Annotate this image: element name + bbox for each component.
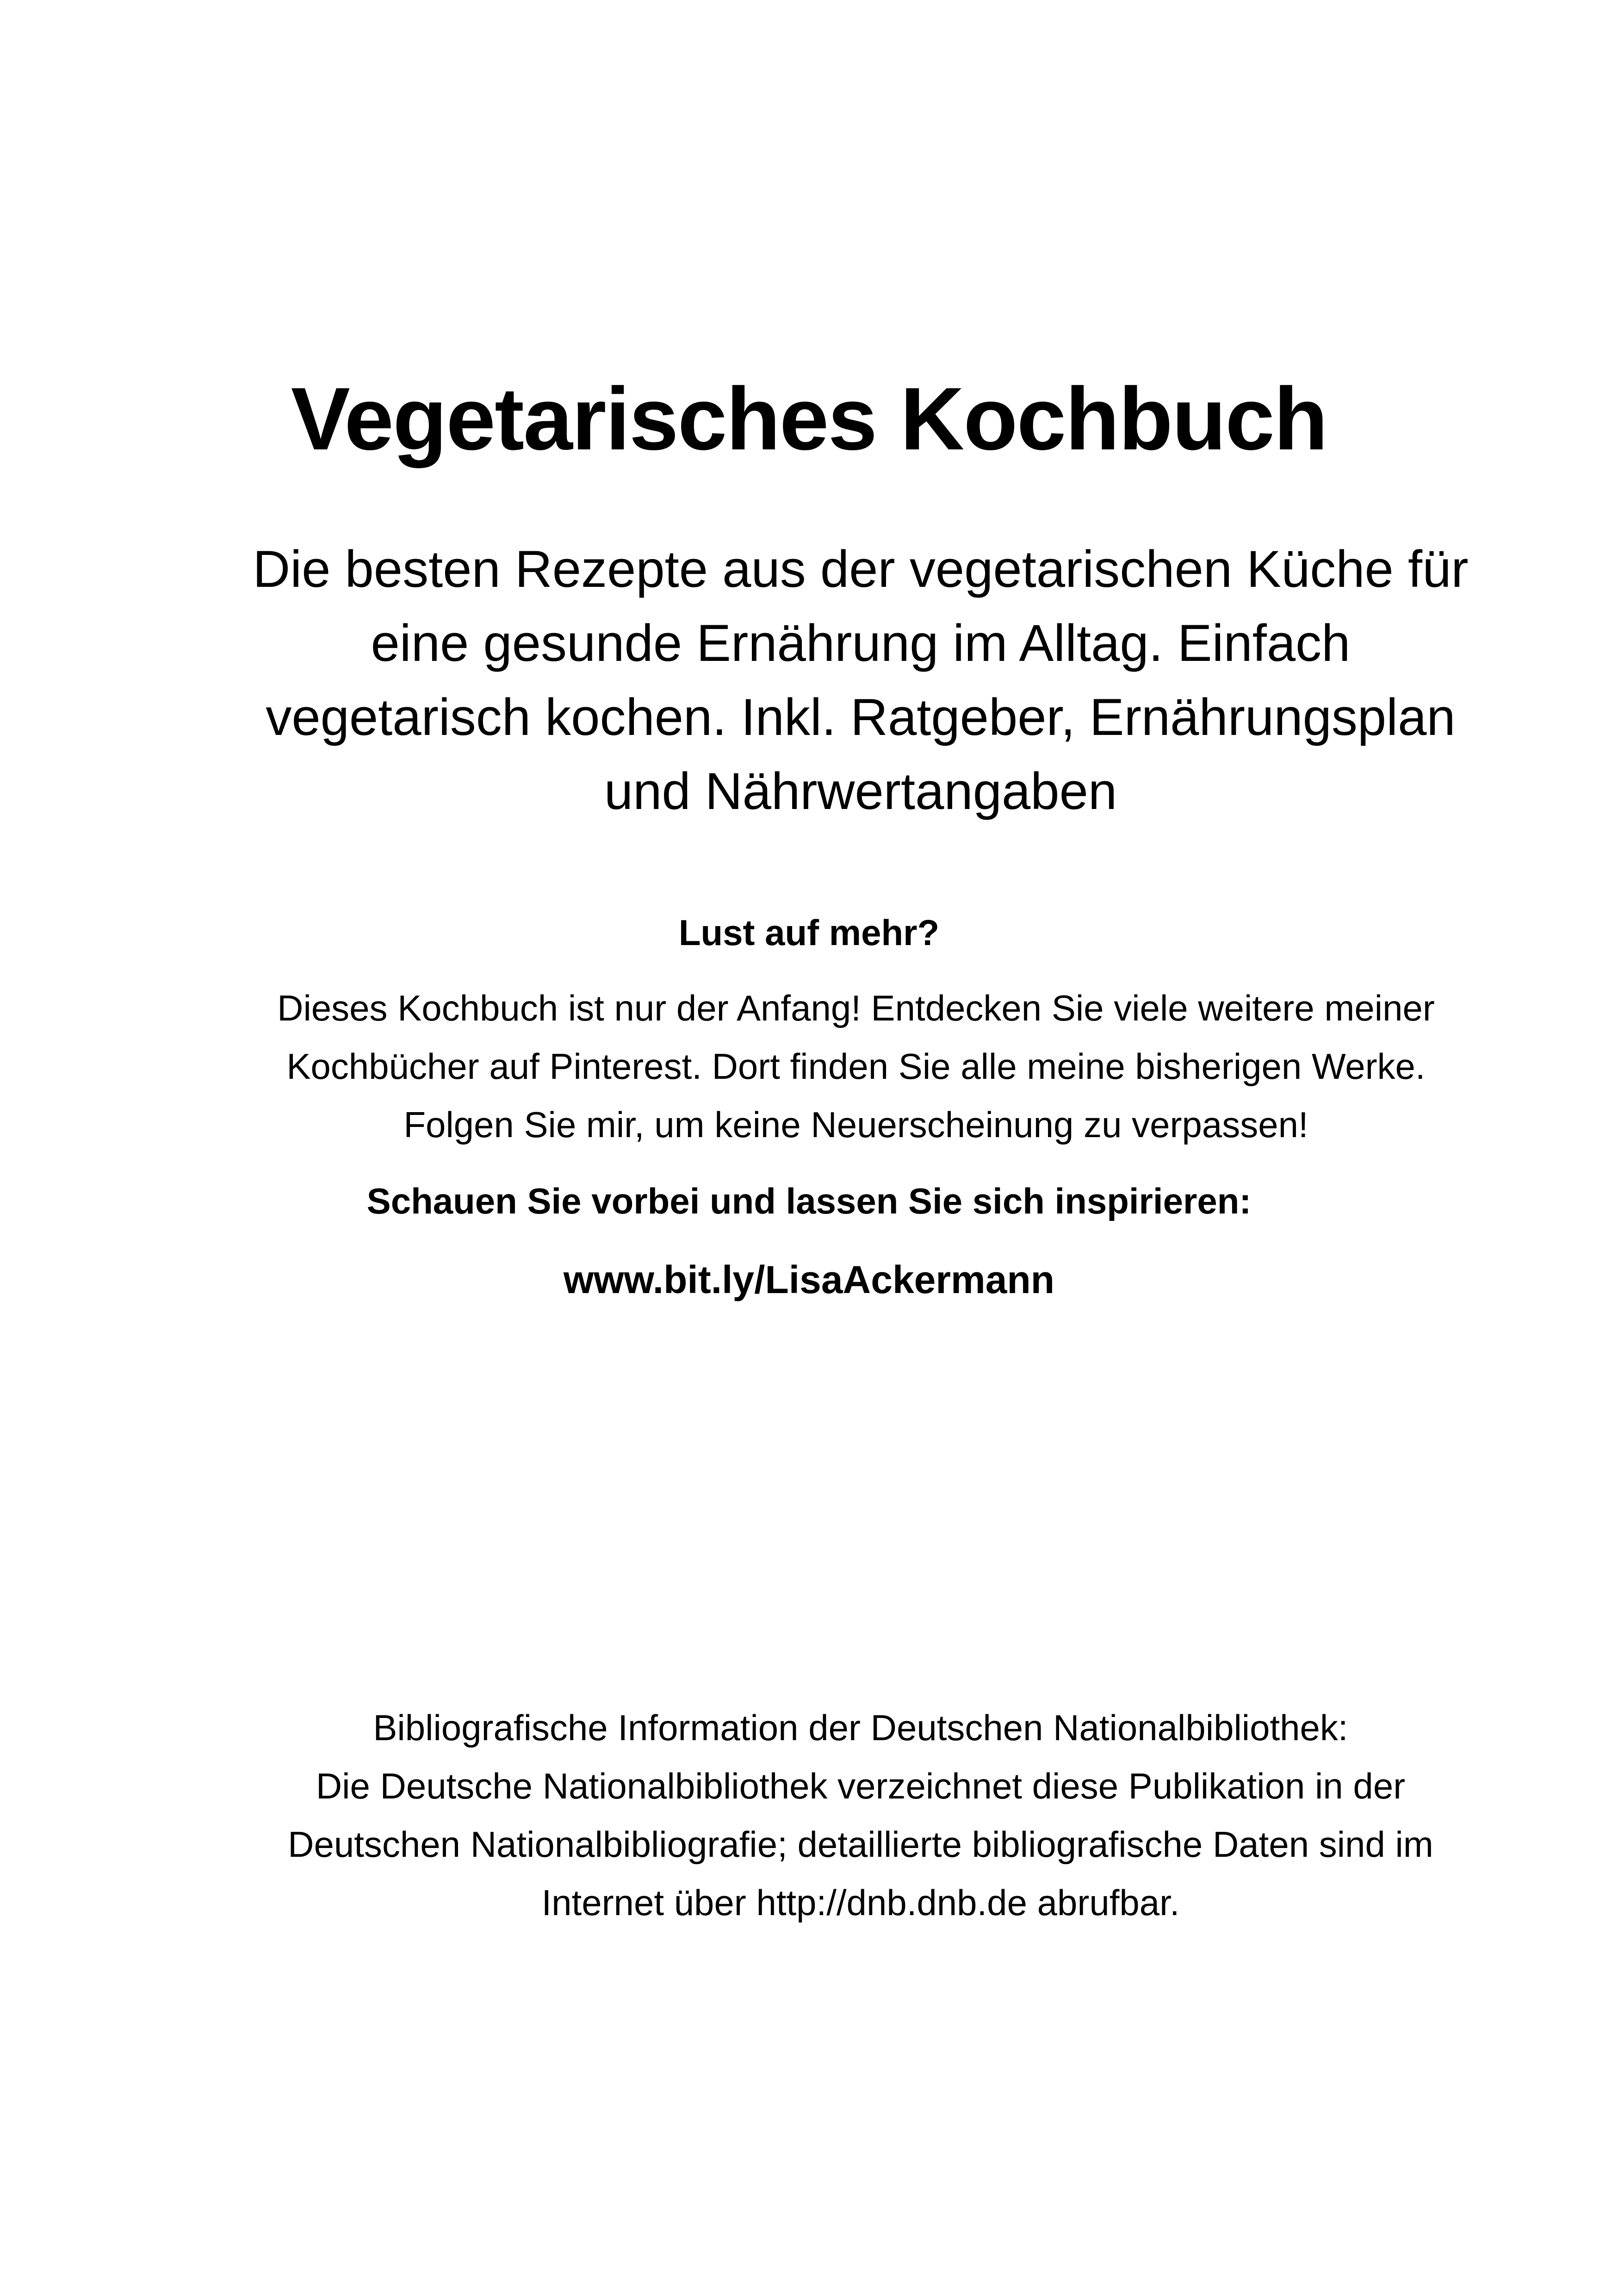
bibliographic-line: Deutschen Nationalbibliografie; detaillierte bibliografische Daten sind im	[288, 1824, 1433, 1865]
subtitle-line: Die besten Rezepte aus der vegetarischen Küche für	[253, 540, 1469, 598]
subtitle-line: und Nährwertangaben	[604, 762, 1117, 820]
cta-heading: Lust auf mehr?	[678, 912, 940, 953]
subtitle-line: eine gesunde Ernährung im Alltag. Einfach	[371, 614, 1351, 672]
cta-body	[185, 979, 1527, 1154]
cta-body-line: Folgen Sie mir, um keine Neuerscheinung zu verpassen!	[403, 1104, 1308, 1145]
cta-body-line: Kochbücher auf Pinterest. Dort finden Sie alle meine bisherigen Werke.	[286, 1046, 1426, 1087]
bibliographic-line: Bibliografische Information der Deutschen Nationalbibliothek:	[373, 1707, 1348, 1748]
bibliographic-notice	[167, 1699, 1555, 1932]
bibliographic-line: Die Deutsche Nationalbibliothek verzeichnet diese Publikation in der	[316, 1766, 1406, 1806]
cta-invite: Schauen Sie vorbei und lassen Sie sich inspirieren:	[366, 1181, 1252, 1221]
author-link: www.bit.ly/LisaAckermann	[563, 1258, 1055, 1301]
book-subtitle	[213, 532, 1508, 828]
subtitle-line: vegetarisch kochen. Inkl. Ratgeber, Ernährungsplan	[266, 688, 1456, 746]
cta-body-line: Dieses Kochbuch ist nur der Anfang! Entdecken Sie viele weitere meiner	[277, 988, 1435, 1028]
bibliographic-line: Internet über http://dnb.dnb.de abrufbar.	[541, 1882, 1180, 1923]
book-title: Vegetarisches Kochbuch	[291, 369, 1327, 468]
